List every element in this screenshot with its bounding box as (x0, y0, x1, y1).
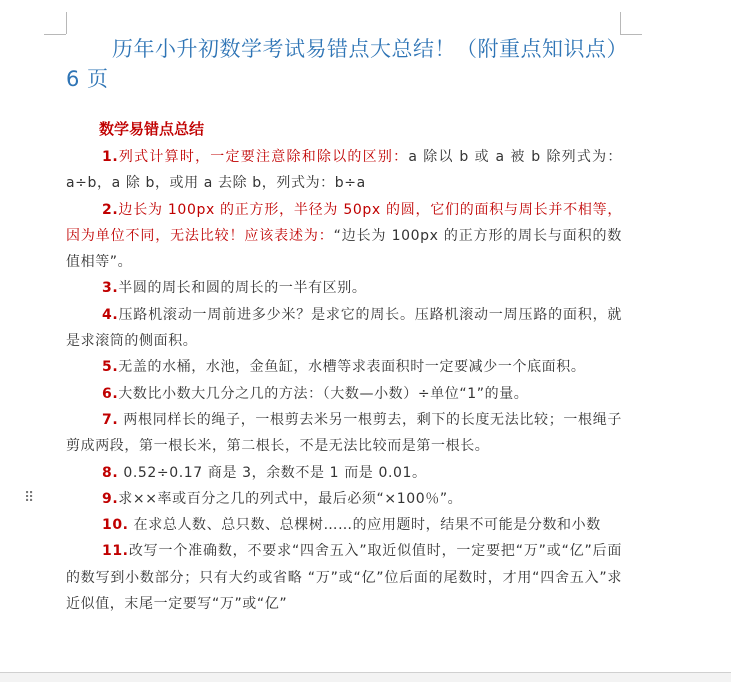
list-item (66, 302, 622, 355)
item-highlight: 边长为 100px 的正方形，半径为 50px 的圆，它们的面积与周长并不相等，因为单位不同，无法比较！应该表述为： (66, 201, 622, 244)
section-heading: 数学易错点总结 (99, 120, 205, 138)
list-item (66, 354, 622, 380)
list-item (66, 512, 622, 538)
list-item (66, 144, 622, 197)
item-number: 1. (102, 149, 119, 165)
item-number: 8. (102, 464, 119, 481)
list-item (66, 460, 622, 486)
item-number: 5. (102, 359, 119, 376)
crop-mark-top-left (66, 12, 67, 34)
crop-mark-top-right (620, 12, 621, 34)
list-item (66, 538, 622, 617)
drag-handle-icon[interactable]: ⠿ (24, 490, 34, 506)
item-highlight: 列式计算时，一定要注意除和除以的区别： (118, 149, 409, 165)
crop-mark-left-horizontal (44, 34, 66, 35)
item-text: 半圆的周长和圆的周长的一半有区别。 (118, 280, 367, 297)
list-item (66, 381, 622, 407)
item-text: 大数比小数大几分之几的方法：（大数—小数）÷单位“1”的量。 (118, 385, 529, 402)
item-text: 改写一个准确数，不要求“四舍五入”取近似值时，一定要把“万”或“亿”后面的数写到小数部分；只有大约或省略 “万”或“亿”位后面的尾数时，才用“四舍五入”求近似值，末尾一定要写“万”或“亿” (66, 543, 622, 613)
item-text: 无盖的水桶，水池，金鱼缸，水槽等求表面积时一定要减少一个底面积。 (118, 359, 586, 376)
document-title: 历年小升初数学考试易错点大总结！（附重点知识点）6 页 (66, 37, 618, 91)
item-text: “边长为 100px 的正方形的周长与面积的数值相等”。 (66, 227, 622, 271)
item-number: 9. (102, 490, 119, 507)
item-text: 求××率或百分之几的列式中，最后必须“×100％”。 (118, 490, 463, 507)
item-text: a 除以 b 或 a 被 b 除列式为：a÷b，a 除 b，或用 a 去除 b，列式为：b÷a (66, 149, 622, 192)
document-body (66, 144, 622, 617)
item-text: 压路机滚动一周前进多少米？是求它的周长。压路机滚动一周压路的面积，就是求滚筒的侧面积。 (66, 306, 622, 350)
item-number: 4. (102, 306, 119, 323)
item-text: 0.52÷0.17 商是 3，余数不是 1 而是 0.01。 (118, 464, 427, 481)
list-item (66, 486, 622, 512)
item-number: 6. (102, 385, 119, 402)
list-item (66, 407, 622, 460)
item-text: 两根同样长的绳子，一根剪去米另一根剪去，剩下的长度无法比较；一根绳子剪成两段，第一根长米，第二根长，不是无法比较而是第一根长。 (66, 411, 622, 455)
item-number: 10. (102, 517, 129, 534)
item-number: 11. (102, 543, 129, 560)
item-number: 3. (102, 280, 119, 297)
item-number: 2. (102, 201, 119, 218)
list-item (66, 197, 622, 276)
list-item (66, 275, 622, 301)
item-number: 7. (102, 411, 119, 428)
item-text: 在求总人数、总只数、总棵树……的应用题时，结果不可能是分数和小数 (128, 517, 601, 534)
